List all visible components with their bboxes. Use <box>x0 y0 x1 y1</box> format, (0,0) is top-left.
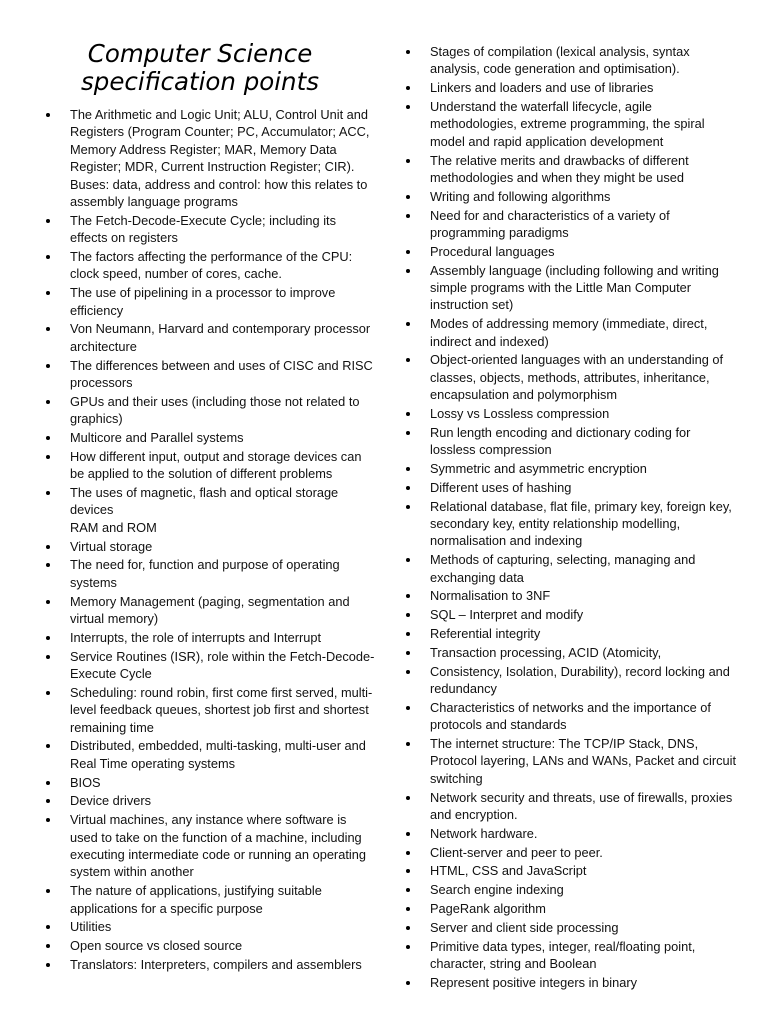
list-item-text: The factors affecting the performance of the CPU: <box>70 249 353 265</box>
bullet-icon <box>46 655 50 659</box>
list-item-text: The uses of magnetic, flash and optical storage <box>70 485 339 501</box>
list-item-text: Network security and threats, use of firewalls, proxies <box>430 789 733 805</box>
bullet-icon <box>406 50 410 54</box>
list-item-text: Virtual storage <box>70 538 153 554</box>
list-item-text: efficiency <box>70 302 124 318</box>
bullet-icon <box>46 799 50 803</box>
list-item-text: system within another <box>70 864 194 880</box>
bullet-icon <box>406 832 410 836</box>
list-item-text: methodologies, extreme programming, the spiral <box>430 116 705 132</box>
list-item <box>0 429 384 446</box>
bullet-icon <box>406 796 410 800</box>
list-item-text: Network hardware. <box>430 825 538 841</box>
list-item <box>0 937 384 954</box>
list-item-text: Normalisation to 3NF <box>430 588 551 604</box>
list-item-text: Scheduling: round robin, first come first served, multi- <box>70 684 373 700</box>
list-item-text: Buses: data, address and control: how this relates to <box>70 176 368 192</box>
list-item-text: virtual memory) <box>70 611 159 627</box>
list-item <box>384 424 768 459</box>
list-item-text: protocols and standards <box>430 717 567 733</box>
list-item-text: Registers (Program Counter; PC, Accumulator; ACC, <box>70 124 370 140</box>
bullet-icon <box>406 412 410 416</box>
bullet-icon <box>46 600 50 604</box>
list-item-text: Need for and characteristics of a variety of <box>430 207 670 223</box>
list-item-text: The need for, function and purpose of operating <box>70 557 340 573</box>
list-item <box>384 862 768 879</box>
bullet-icon <box>406 613 410 617</box>
list-item <box>0 212 384 247</box>
list-item-text: Distributed, embedded, multi-tasking, multi-user and <box>70 738 366 754</box>
list-item-text: and encryption. <box>430 807 518 823</box>
list-item-text: Execute Cycle <box>70 666 152 682</box>
list-item <box>0 556 384 591</box>
list-item <box>384 825 768 842</box>
list-item <box>384 262 768 314</box>
list-item-text: Symmetric and asymmetric encryption <box>430 461 647 477</box>
list-item-text: Memory Address Register; MAR, Memory Data <box>70 141 337 157</box>
list-item-text: applications for a specific purpose <box>70 900 263 916</box>
list-item-text: level feedback queues, shortest job first and shortest <box>70 702 369 718</box>
list-item <box>0 956 384 973</box>
list-item-text: classes, objects, methods, attributes, inheritance, <box>430 369 710 385</box>
bullet-icon <box>406 159 410 163</box>
list-item-text: Stages of compilation (lexical analysis, syntax <box>430 44 690 59</box>
list-item-text: Transaction processing, ACID (Atomicity, <box>430 644 662 660</box>
list-item-text: Represent positive integers in binary <box>430 974 637 990</box>
list-item <box>0 248 384 283</box>
list-item-text: Register; MDR, Current Instruction Register; CIR). <box>70 159 355 175</box>
list-item <box>384 207 768 242</box>
list-item <box>384 79 768 96</box>
list-item-text: Utilities <box>70 919 112 935</box>
list-item-text: Different uses of hashing <box>430 479 572 495</box>
list-item-text: How different input, output and storage devices can <box>70 448 362 464</box>
bullet-icon <box>46 113 50 117</box>
list-item-text: BIOS <box>70 774 101 790</box>
bullet-icon <box>406 706 410 710</box>
list-item-text: graphics) <box>70 411 123 427</box>
list-item <box>384 663 768 698</box>
bullet-icon <box>406 105 410 109</box>
list-item <box>0 106 384 210</box>
list-item <box>384 919 768 936</box>
bullet-icon <box>46 291 50 295</box>
bullet-icon <box>46 889 50 893</box>
list-item-text: assembly language programs <box>70 194 238 210</box>
list-item-text: Procedural languages <box>430 243 555 259</box>
list-item <box>0 648 384 683</box>
list-item-text: Search engine indexing <box>430 882 564 898</box>
list-item <box>0 882 384 917</box>
list-item-text: Consistency, Isolation, Durability), record locking and <box>430 663 730 679</box>
list-item <box>384 243 768 260</box>
list-item-text: The differences between and uses of CISC and RISC <box>70 357 373 373</box>
bullet-icon <box>406 926 410 930</box>
right-bullet-list <box>384 43 768 991</box>
list-item <box>384 938 768 973</box>
left-column <box>0 0 384 975</box>
bullet-icon <box>406 869 410 873</box>
list-item-text: Open source vs closed source <box>70 938 243 954</box>
bullet-icon <box>406 742 410 746</box>
list-item-text: Multicore and Parallel systems <box>70 430 244 446</box>
list-item <box>0 774 384 791</box>
list-item-text: Linkers and loaders and use of libraries <box>430 80 654 96</box>
list-item <box>0 629 384 646</box>
bullet-icon <box>406 594 410 598</box>
list-item-text: Modes of addressing memory (immediate, direct, <box>430 316 708 332</box>
list-item-text: Device drivers <box>70 793 152 809</box>
list-item-text: normalisation and indexing <box>430 533 583 549</box>
list-item-text: instruction set) <box>430 297 514 313</box>
list-item <box>384 188 768 205</box>
list-item-text: processors <box>70 375 133 391</box>
list-item-text: PageRank algorithm <box>430 901 546 917</box>
bullet-icon <box>406 486 410 490</box>
list-item-text: Interrupts, the role of interrupts and Interrupt <box>70 629 322 645</box>
bullet-icon <box>406 431 410 435</box>
list-item <box>384 405 768 422</box>
list-item-text: clock speed, number of cores, cache. <box>70 266 282 282</box>
page-title <box>0 40 400 96</box>
list-item <box>384 844 768 861</box>
list-item-text: The internet structure: The TCP/IP Stack, DNS, <box>430 736 699 752</box>
bullet-icon <box>406 981 410 985</box>
bullet-icon <box>406 250 410 254</box>
list-item-text: The Arithmetic and Logic Unit; ALU, Control Unit and <box>70 107 369 122</box>
list-item <box>384 699 768 734</box>
list-item <box>384 460 768 477</box>
list-item-text: Relational database, flat file, primary key, foreign key, <box>430 498 732 514</box>
list-item-text: The nature of applications, justifying suitable <box>70 883 322 899</box>
list-item-text: programming paradigms <box>430 225 569 241</box>
list-item-text: devices <box>70 502 114 518</box>
list-item <box>384 152 768 187</box>
list-item-text: used to take on the function of a machine, including <box>70 829 362 845</box>
bullet-icon <box>46 925 50 929</box>
list-item-text: indirect and indexed) <box>430 333 549 349</box>
list-item <box>384 587 768 604</box>
bullet-icon <box>46 436 50 440</box>
bullet-icon <box>46 255 50 259</box>
list-item-text: secondary key, entity relationship modelling, <box>430 516 681 532</box>
list-item-text: architecture <box>70 338 137 354</box>
bullet-icon <box>406 632 410 636</box>
list-item-text: simple programs with the Little Man Computer <box>430 280 692 296</box>
list-item-text: character, string and Boolean <box>430 956 597 972</box>
list-item-text: Memory Management (paging, segmentation and <box>70 593 350 609</box>
bullet-icon <box>406 195 410 199</box>
bullet-icon <box>406 907 410 911</box>
list-item <box>384 98 768 150</box>
list-item-text: Lossy vs Lossless compression <box>430 406 610 422</box>
list-item-text: Von Neumann, Harvard and contemporary processor <box>70 321 371 337</box>
list-item-text: The relative merits and drawbacks of different <box>430 152 689 168</box>
bullet-icon <box>406 651 410 655</box>
list-item-text: Referential integrity <box>430 626 541 642</box>
bullet-icon <box>46 563 50 567</box>
list-item <box>0 538 384 555</box>
bullet-icon <box>406 269 410 273</box>
list-item-text: Client-server and peer to peer. <box>430 844 603 860</box>
list-item-text: systems <box>70 574 117 590</box>
list-item <box>384 974 768 991</box>
list-item-text: switching <box>430 770 483 786</box>
list-item-text: exchanging data <box>430 569 524 585</box>
list-item <box>0 918 384 935</box>
list-item-text: SQL – Interpret and modify <box>430 607 584 623</box>
list-item <box>384 644 768 661</box>
bullet-icon <box>46 491 50 495</box>
list-item-text: Understand the waterfall lifecycle, agile <box>430 99 652 114</box>
bullet-icon <box>46 400 50 404</box>
list-item <box>0 320 384 355</box>
list-item <box>0 593 384 628</box>
list-item-text: Service Routines (ISR), role within the Fetch-Decode- <box>70 648 375 664</box>
list-item-text: analysis, code generation and optimisation). <box>430 61 680 77</box>
bullet-icon <box>406 467 410 471</box>
list-item-text: Characteristics of networks and the importance of <box>430 699 711 715</box>
list-item-text: methodologies and when they might be used <box>430 170 684 186</box>
list-item-text: Primitive data types, integer, real/floating point, <box>430 938 696 954</box>
list-item-text: redundancy <box>430 681 497 697</box>
list-item-text: Writing and following algorithms <box>430 188 611 204</box>
list-item <box>384 351 768 403</box>
title-line: specification points <box>81 67 319 96</box>
list-item-text: HTML, CSS and JavaScript <box>430 863 587 879</box>
bullet-icon <box>406 214 410 218</box>
list-item-text: Server and client side processing <box>430 919 619 935</box>
title-line: Computer Science <box>87 39 313 68</box>
bullet-icon <box>46 219 50 223</box>
bullet-icon <box>406 851 410 855</box>
bullet-icon <box>46 744 50 748</box>
bullet-icon <box>46 818 50 822</box>
bullet-icon <box>406 945 410 949</box>
list-item-text: RAM and ROM <box>70 519 157 535</box>
list-item-text: lossless compression <box>430 442 552 458</box>
bullet-icon <box>46 963 50 967</box>
list-item <box>384 789 768 824</box>
right-column <box>384 0 768 993</box>
list-item <box>0 792 384 809</box>
bullet-icon <box>46 545 50 549</box>
list-item-text: Object-oriented languages with an understanding of <box>430 352 724 368</box>
list-item <box>0 684 384 736</box>
list-item-text: Assembly language (including following and writing <box>430 262 719 278</box>
list-item <box>384 43 768 78</box>
list-item <box>384 881 768 898</box>
bullet-icon <box>406 670 410 674</box>
bullet-icon <box>46 781 50 785</box>
bullet-icon <box>46 327 50 331</box>
list-item-text: Protocol layering, LANs and WANs, Packet and circuit <box>430 753 737 769</box>
list-item-text: Real Time operating systems <box>70 755 236 771</box>
list-item-text: model and rapid application development <box>430 133 664 149</box>
bullet-icon <box>406 358 410 362</box>
list-item <box>0 737 384 772</box>
list-item <box>384 551 768 586</box>
list-item-text: Methods of capturing, selecting, managing and <box>430 552 696 568</box>
list-item-text: Translators: Interpreters, compilers and assemblers <box>70 957 362 973</box>
list-item <box>384 625 768 642</box>
bullet-icon <box>406 505 410 509</box>
bullet-icon <box>406 888 410 892</box>
list-item-text: The Fetch-Decode-Execute Cycle; including its <box>70 212 337 228</box>
list-item <box>0 484 384 536</box>
list-item <box>0 357 384 392</box>
list-item-text: effects on registers <box>70 230 178 246</box>
list-item <box>0 393 384 428</box>
list-item <box>0 448 384 483</box>
list-item <box>0 811 384 881</box>
list-item <box>384 479 768 496</box>
list-item-text: remaining time <box>70 719 154 735</box>
list-item-text: be applied to the solution of different problems <box>70 466 333 482</box>
list-item-text: Virtual machines, any instance where software is <box>70 812 347 828</box>
list-item-text: The use of pipelining in a processor to improve <box>70 285 336 301</box>
bullet-icon <box>406 558 410 562</box>
bullet-icon <box>46 636 50 640</box>
bullet-icon <box>406 86 410 90</box>
list-item-text: encapsulation and polymorphism <box>430 387 618 403</box>
list-item-text: Run length encoding and dictionary coding for <box>430 424 691 440</box>
bullet-icon <box>406 322 410 326</box>
list-item <box>384 735 768 787</box>
list-item-text: GPUs and their uses (including those not related to <box>70 393 360 409</box>
left-bullet-list <box>0 106 384 973</box>
bullet-icon <box>46 364 50 368</box>
bullet-icon <box>46 455 50 459</box>
bullet-icon <box>46 691 50 695</box>
list-item <box>384 606 768 623</box>
bullet-icon <box>46 944 50 948</box>
list-item <box>384 900 768 917</box>
list-item <box>384 315 768 350</box>
list-item-text: executing intermediate code or running an operating <box>70 847 366 863</box>
list-item <box>0 284 384 319</box>
list-item <box>384 498 768 550</box>
